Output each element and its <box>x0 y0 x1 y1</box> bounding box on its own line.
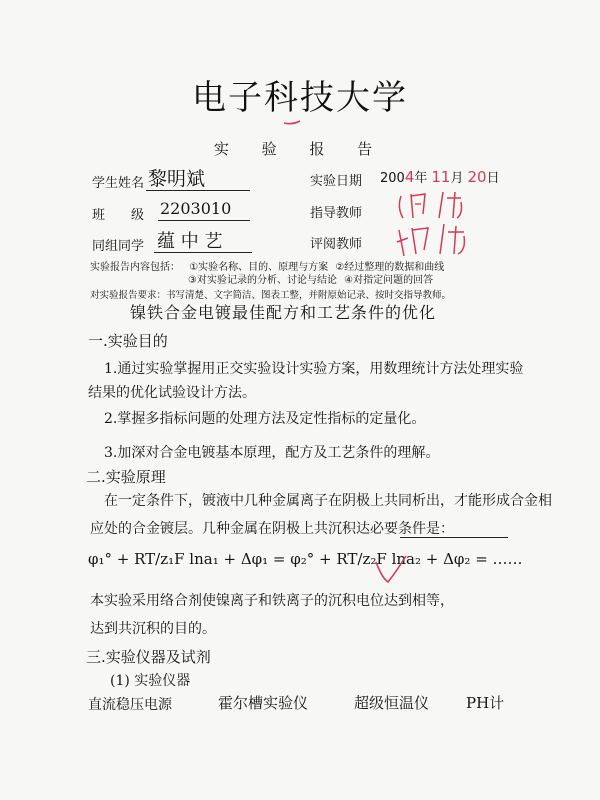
reviewer-signature <box>394 220 474 260</box>
student-name-label: 学生姓名 <box>92 176 145 191</box>
report-format-requirements: 对实验报告要求：书写清楚、文字简洁、图表工整，并附原始记录、按时交指导教师。 <box>90 290 452 301</box>
instrument-thermostat: 超级恒温仪 <box>354 694 430 712</box>
requirements-label: 实验报告内容包括： <box>90 262 180 273</box>
date-month-unit: 月 <box>450 171 464 186</box>
red-check-mark <box>372 552 412 586</box>
class-value: 2203010 <box>160 199 232 218</box>
requirement-item-4: ④对指定问题的回答 <box>344 275 434 286</box>
section-2-para-1b: 应处的合金镀层。几种金属在阴极上共沉积达必要条件是： <box>90 521 454 537</box>
requirement-item-1: ①实验名称、目的、原理与方案 <box>189 262 329 273</box>
instrument-ph-meter: PH计 <box>466 694 505 712</box>
section-3-subheading: (1) 实验仪器 <box>110 673 191 689</box>
deposition-formula: φ₁° + RT/z₁F lna₁ + Δφ₁ = φ₂° + RT/z₂F lna₂ + Δφ₂ = …… <box>88 550 523 568</box>
instructor-signature <box>395 188 475 224</box>
red-tick-mark <box>282 118 302 126</box>
instrument-hull-cell: 霍尔槽实验仪 <box>218 694 309 712</box>
date-day-unit: 日 <box>486 171 500 186</box>
student-name-value: 黎明斌 <box>148 168 206 190</box>
section-2-para-1a: 在一定条件下，镀液中几种金属离子在阴极上共同析出，才能形成合金相 <box>104 493 552 509</box>
experiment-title: 镍铁合金电镀最佳配方和工艺条件的优化 <box>130 303 437 322</box>
requirement-item-3: ③对实验记录的分析、讨论与结论 <box>188 275 337 286</box>
partner-value: 蕴 中 艺 <box>157 231 223 252</box>
student-name-underline <box>146 190 250 191</box>
date-label: 实验日期 <box>310 174 363 189</box>
requirement-item-2: ②经过整理的数据和曲线 <box>335 262 445 273</box>
class-underline <box>158 220 250 221</box>
date-prefix: 200 <box>380 171 405 186</box>
requirements-line-2 <box>188 271 433 286</box>
instructor-label: 指导教师 <box>310 206 363 221</box>
section-2-heading: 二.实验原理 <box>86 468 166 486</box>
condition-underline <box>400 537 508 538</box>
section-3-heading: 三.实验仪器及试剂 <box>86 648 211 666</box>
section-1-item-2: 2.掌握多指标问题的处理方法及定性指标的定量化。 <box>104 411 426 427</box>
section-1-heading: 一.实验目的 <box>88 332 168 350</box>
section-1-item-1a: 1.通过实验掌握用正交实验设计实验方案，用数理统计方法处理实验 <box>104 361 524 377</box>
date-value <box>380 167 500 186</box>
date-month: 11 <box>431 168 451 186</box>
university-name: 电子科技大学 <box>192 78 408 118</box>
report-title: 实 验 报 告 <box>213 140 387 158</box>
date-year-unit: 年 <box>414 171 428 186</box>
partner-underline <box>154 252 252 253</box>
instrument-dc-power-supply: 直流稳压电源 <box>88 697 172 713</box>
date-year: 4 <box>404 168 415 186</box>
reviewer-label: 评阅教师 <box>310 237 363 252</box>
date-day: 20 <box>467 168 487 186</box>
section-1-item-3: 3.加深对合金电镀基本原理，配方及工艺条件的理解。 <box>104 445 440 461</box>
section-2-para-2b: 达到共沉积的目的。 <box>90 621 216 637</box>
class-label: 班 级 <box>92 208 145 223</box>
section-2-para-2a: 本实验采用络合剂使镍离子和铁离子的沉积电位达到相等， <box>90 593 454 609</box>
section-1-item-1b: 结果的优化试验设计方法。 <box>88 385 256 401</box>
partner-label: 同组同学 <box>92 239 145 254</box>
